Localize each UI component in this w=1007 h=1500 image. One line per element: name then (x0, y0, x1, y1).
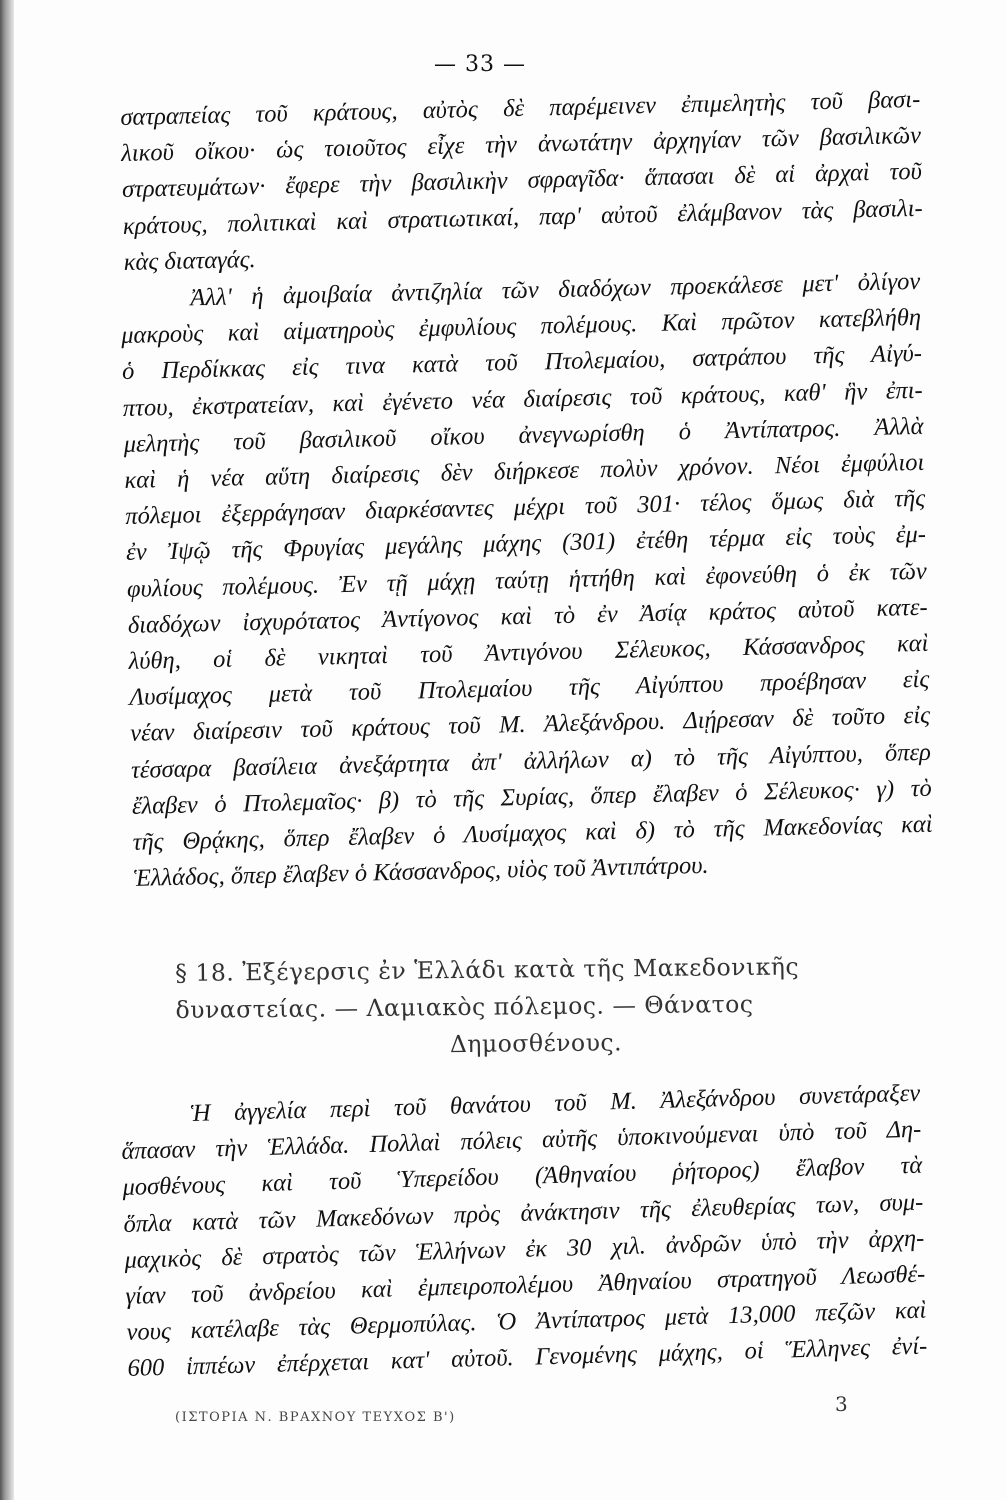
text-line: ὅπλα κατὰ τῶν Μακεδόνων πρὸς ἀνάκτησιν τῆς ἐλευθερίας των, συμ- (123, 1188, 924, 1238)
paragraph-3 (120, 1076, 928, 1388)
text-line: τέσσαρα βασίλεια ἀνεξάρτητα ἀπ' ἀλλήλων α) τὸ τῆς Αἰγύπτου, ὅπερ (130, 738, 932, 784)
text-line: καὶ ἡ νέα αὕτη διαίρεσις δὲν διήρκεσε πολὺν χρόνον. Νέοι ἐμφύλιοι (124, 448, 925, 494)
text-line: νους κατέλαβε τὰς Θερμοπύλας. Ὁ Ἀντίπατρος μετὰ 13,000 πεζῶν καὶ (126, 1296, 927, 1347)
section-heading-line: § 18. Ἐξέγερσις ἐν Ἑλλάδι κατὰ τῆς Μακεδονικῆς (175, 952, 800, 987)
text-line: ὁ Περδίκκας εἰς τινα κατὰ τοῦ Πτολεμαίου, σατράπου τῆς Αἰγύ- (121, 340, 923, 386)
paragraph-1 (120, 82, 924, 281)
text-line: κράτους, πολιτικαὶ καὶ στρατιωτικαί, παρ' αὐτοῦ ἐλάμβανον τὰς βασιλι- (122, 194, 923, 240)
footer-signature: (ΙΣΤΟΡΙΑ Ν. ΒΡΑΧΝΟΥ ΤΕΥΧΟΣ Β') (175, 1410, 456, 1425)
text-line: ἐν Ἰψῷ τῆς Φρυγίας μεγάλης μάχης (301) ἐτέθη τέρμα εἰς τοὺς ἐμ- (125, 521, 927, 567)
text-line: ἔλαβεν ὁ Πτολεμαῖος· β) τὸ τῆς Συρίας, ὅπερ ἔλαβεν ὁ Σέλευκος· γ) τὸ (131, 774, 932, 820)
text-line: πόλεμοι ἐξερράγησαν διαρκέσαντες μέχρι τοῦ 301· τέλος ὅμως διὰ τῆς (125, 485, 926, 531)
text-line: στρατευμάτων· ἔφερε τὴν βασιλικὴν σφραγῖδα· ἅπασαι δὲ αἱ ἀρχαὶ τοῦ (121, 158, 923, 204)
text-line: Ἀλλ' ἡ ἀμοιβαία ἀντιζηλία τῶν διαδόχων προεκάλεσε μετ' ὀλίγον (190, 267, 921, 312)
text-line: Ἡ ἀγγελία περὶ τοῦ θανάτου τοῦ Μ. Ἀλεξάνδρου συνετάραξεν (190, 1079, 921, 1128)
footer-sheet-number: 3 (835, 1392, 848, 1416)
text-line: Λυσίμαχος μετὰ τοῦ Πτολεμαίου τῆς Αἰγύπτου προέβησαν εἰς (129, 665, 930, 712)
section-heading (175, 947, 896, 1066)
text-line: μοσθένους καὶ τοῦ Ὑπερείδου (Ἀθηναίου ῥήτορος) ἔλαβον τὰ (122, 1152, 923, 1202)
text-line: τῆς Θρᾴκης, ὅπερ ἔλαβεν ὁ Λυσίμαχος καὶ δ) τὸ τῆς Μακεδονίας καὶ (132, 810, 933, 856)
text-line: φυλίους πολέμους. Ἐν τῇ μάχῃ ταύτῃ ἡττήθη καὶ ἐφονεύθη ὁ ἐκ τῶν (126, 557, 928, 603)
paragraph-2 (120, 264, 934, 897)
text-line: νέαν διαίρεσιν τοῦ κράτους τοῦ Μ. Ἀλεξάνδρου. Διῄρεσαν δὲ τοῦτο εἰς (129, 702, 931, 748)
text-line: μελητὴς τοῦ βασιλικοῦ οἴκου ἀνεγνωρίσθη ὁ Ἀντίπατρος. Ἀλλὰ (123, 412, 924, 458)
text-line: μακροὺς καὶ αἱματηροὺς ἐμφυλίους πολέμους. Καὶ πρῶτον κατεβλήθη (120, 304, 922, 350)
text-line: 600 ἱππέων ἐπέρχεται κατ' αὐτοῦ. Γενομένης μάχης, οἱ Ἕλληνες ἐνί- (127, 1332, 928, 1383)
section-heading-line: Δημοσθένους. (449, 1028, 623, 1059)
text-line: πτου, ἐκστρατείαν, καὶ ἐγένετο νέα διαίρεσις τοῦ κράτους, καθ' ἣν ἐπι- (122, 376, 923, 422)
text-line: μαχικὸς δὲ στρατὸς τῶν Ἑλλήνων ἐκ 30 χιλ. ἀνδρῶν ὑπὸ τὴν ἀρχη- (124, 1224, 925, 1274)
text-line: γίαν τοῦ ἀνδρείου καὶ ἐμπειροπολέμου Ἀθηναίου στρατηγοῦ Λεωσθέ- (125, 1260, 926, 1310)
text-line: διαδόχων ἰσχυρότατος Ἀντίγονος καὶ τὸ ἐν Ἀσίᾳ κράτος αὐτοῦ κατε- (127, 593, 928, 639)
text-line: λύθη, οἱ δὲ νικηταὶ τοῦ Ἀντιγόνου Σέλευκος, Κάσσανδρος καὶ (128, 629, 929, 675)
text-line: σατραπείας τοῦ κράτους, αὐτὸς δὲ παρέμεινεν ἐπιμελητὴς τοῦ βασι- (120, 85, 921, 131)
section-heading-line: δυναστείας. — Λαμιακὸς πόλεμος. — Θάνατος (175, 989, 754, 1024)
page-number: — 33 — (434, 52, 526, 77)
text-line: λικοῦ οἴκου· ὡς τοιοῦτος εἶχε τὴν ἀνωτάτην ἀρχηγίαν τῶν βασιλικῶν (120, 122, 922, 168)
page-spine-shadow (0, 0, 14, 1500)
text-line: ἅπασαν τὴν Ἑλλάδα. Πολλαὶ πόλεις αὐτῆς ὑποκινούμεναι ὑπὸ τοῦ Δη- (121, 1115, 922, 1166)
text-line: Ἑλλάδος, ὅπερ ἔλαβεν ὁ Κάσσανδρος, υἱὸς τοῦ Ἀντιπάτρου. (133, 852, 709, 893)
text-line: κὰς διαταγάς. (123, 245, 256, 276)
